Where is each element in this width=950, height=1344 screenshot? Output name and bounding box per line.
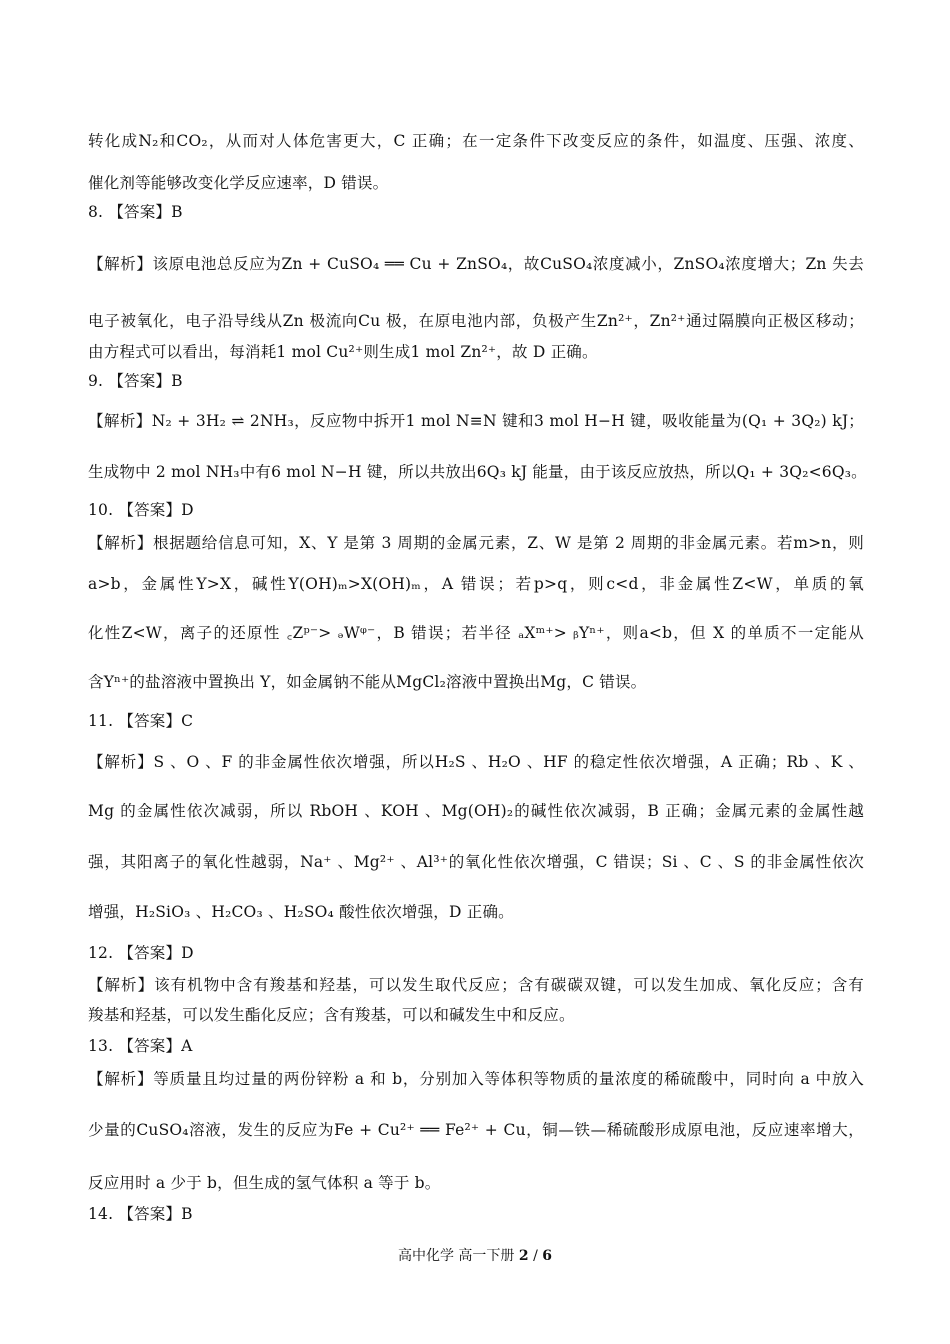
text-line: 增强，H₂SiO₃ 、H₂CO₃ 、H₂SO₄ 酸性依次增强，D 正确。 [88, 903, 514, 921]
text-line: 电子被氧化，电子沿导线从Zn 极流向Cu 极，在原电池内部，负极产生Zn²⁺，Zn²⁺通过隔膜向正极区移动； [88, 312, 864, 330]
text-line: 【解析】S 、O 、F 的非金属性依次增强，所以H₂S 、H₂O 、HF 的稳定性依次增强，A 正确；Rb 、K 、 [88, 753, 864, 771]
text-line: 反应用时 a 少于 b，但生成的氢气体积 a 等于 b。 [88, 1174, 441, 1192]
text-line: Mg 的金属性依次减弱，所以 RbOH 、KOH 、Mg(OH)₂的碱性依次减弱，B 正确；金属元素的金属性越 [88, 802, 864, 820]
footer-label: 高中化学 高一下册 [397, 1248, 515, 1264]
answer-heading-14: 14. 【答案】B [88, 1205, 193, 1223]
text-line: 羧基和羟基，可以发生酯化反应；含有羧基，可以和碱发生中和反应。 [88, 1006, 575, 1024]
text-line: 强，其阳离子的氧化性越弱，Na⁺ 、Mg²⁺ 、Al³⁺的氧化性依次增强，C 错误；Si 、C 、S 的非金属性依次 [88, 853, 864, 871]
text-line: 由方程式可以看出，每消耗1 mol Cu²⁺则生成1 mol Zn²⁺，故 D 正确。 [88, 343, 598, 361]
page-separator: / [533, 1248, 538, 1264]
text-line: 【解析】等质量且均过量的两份锌粉 a 和 b，分别加入等体积等物质的量浓度的稀硫酸中，同时向 a 中放入 [88, 1070, 864, 1088]
text-line: 【解析】该有机物中含有羧基和羟基，可以发生取代反应；含有碳碳双键，可以发生加成、氧化反应；含有 [88, 976, 864, 994]
text-line: 【解析】根据题给信息可知，X、Y 是第 3 周期的金属元素，Z、W 是第 2 周期的非金属元素。若m>n，则 [88, 534, 864, 552]
answer-heading-12: 12. 【答案】D [88, 944, 194, 962]
text-line: a>b，金属性Y>X，碱性Y(OH)ₘ>X(OH)ₘ，A 错误；若p>q，则c<d，非金属性Z<W，单质的氧 [88, 575, 864, 593]
answer-heading-10: 10. 【答案】D [88, 501, 194, 519]
answer-heading-11: 11. 【答案】C [88, 712, 194, 730]
page-number: 2 [518, 1248, 529, 1264]
text-line: 【解析】该原电池总反应为Zn + CuSO₄ ══ Cu + ZnSO₄，故CuSO₄浓度减小，ZnSO₄浓度增大；Zn 失去 [88, 255, 864, 273]
answer-heading-8: 8. 【答案】B [88, 203, 183, 221]
text-line: 少量的CuSO₄溶液，发生的反应为Fe + Cu²⁺ ══ Fe²⁺ + Cu，铜—铁—稀硫酸形成原电池，反应速率增大， [88, 1121, 864, 1139]
text-line: 【解析】N₂ + 3H₂ ⇌ 2NH₃，反应物中拆开1 mol N≡N 键和3 mol H−H 键，吸收能量为(Q₁ + 3Q₂) kJ； [88, 412, 864, 430]
text-line: 化性Z<W，离子的还原性 ꜀Zᵖ⁻> ₔWᵠ⁻，B 错误；若半径 ₐXᵐ⁺> ᵦYⁿ⁺，则a<b，但 X 的单质不一定能从 [88, 624, 864, 642]
text-line: 生成物中 2 mol NH₃中有6 mol N−H 键，所以共放出6Q₃ kJ 能量，由于该反应放热，所以Q₁ + 3Q₂<6Q₃。 [88, 463, 867, 481]
answer-heading-9: 9. 【答案】B [88, 372, 183, 390]
answer-heading-13: 13. 【答案】A [88, 1037, 193, 1055]
text-line: 含Yⁿ⁺的盐溶液中置换出 Y，如金属钠不能从MgCl₂溶液中置换出Mg，C 错误。 [88, 673, 647, 691]
text-line: 催化剂等能够改变化学反应速率，D 错误。 [88, 174, 389, 192]
text-line: 转化成N₂和CO₂，从而对人体危害更大，C 正确；在一定条件下改变反应的条件，如温度、压强、浓度、 [88, 132, 864, 150]
page-total: 6 [542, 1248, 553, 1264]
page-footer [0, 1247, 950, 1265]
